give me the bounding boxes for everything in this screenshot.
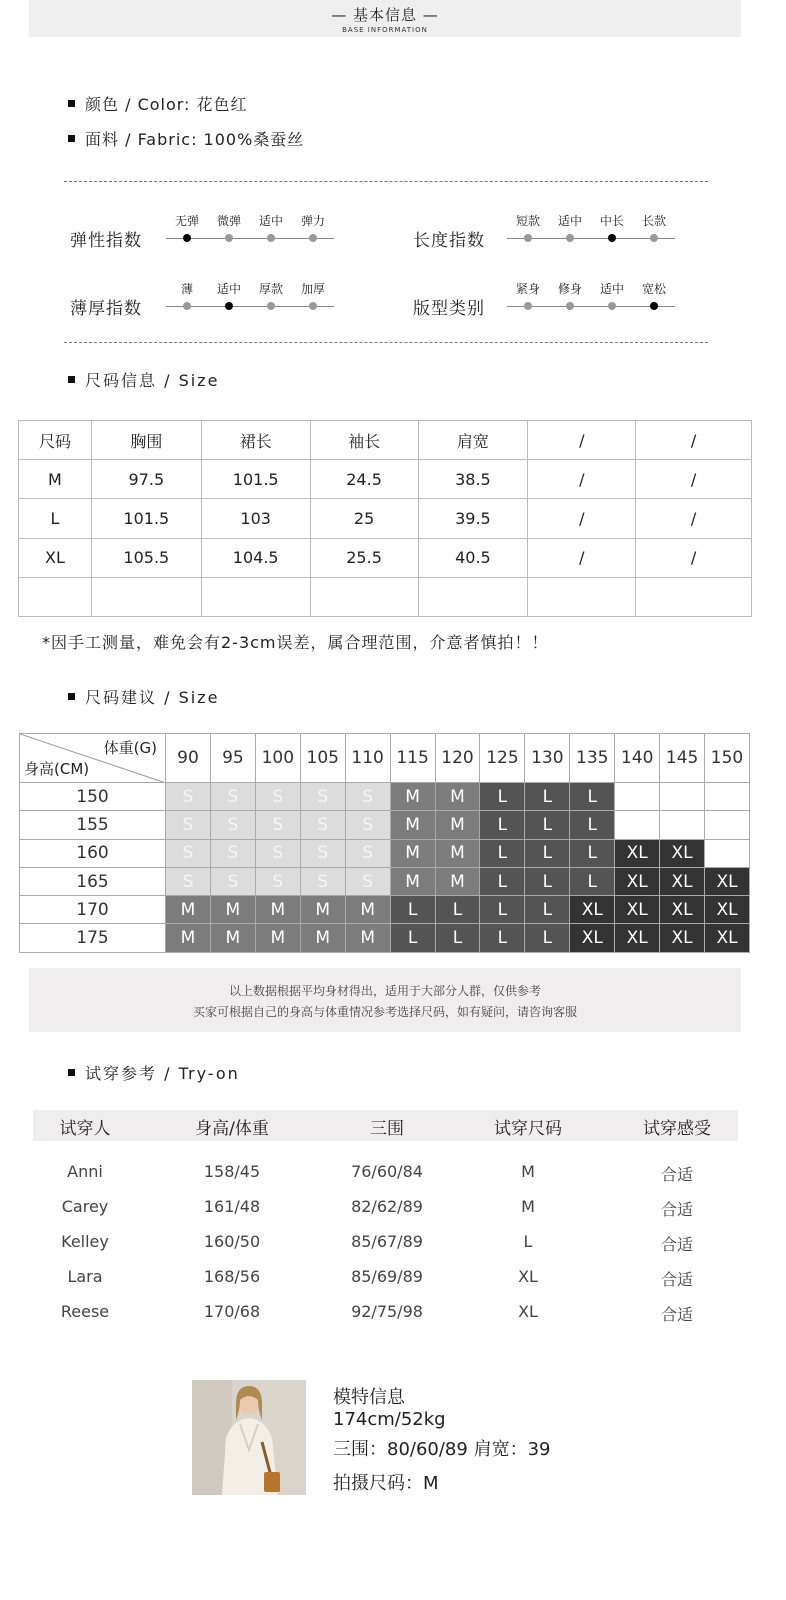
thickness-option-label: 加厚 [300, 282, 325, 296]
size-suggest-cell: L [435, 924, 480, 952]
size-suggest-cell: S [210, 867, 255, 895]
height-cell: 155 [20, 811, 166, 839]
size-suggest-cell: L [525, 924, 570, 952]
selected-dot-icon [650, 302, 658, 310]
fit-scale [507, 280, 675, 320]
size-table-row [19, 538, 752, 577]
size-table-cell: 103 [201, 499, 310, 538]
size-table-cell: 101.5 [91, 499, 201, 538]
size-suggest-cell: S [166, 867, 211, 895]
size-suggest-cell: XL [660, 896, 705, 924]
tip-line-2: 买家可根据自己的身高与体重情况参考选择尺码，如有疑问，请咨询客服 [192, 1005, 577, 1019]
size-table-cell [636, 577, 752, 616]
size-table-cell: XL [19, 538, 92, 577]
height-cell: 160 [20, 839, 166, 867]
square-bullet-icon [68, 376, 75, 383]
size-suggest-cell: L [525, 896, 570, 924]
height-cell: 175 [20, 924, 166, 952]
height-row [20, 839, 750, 867]
size-suggest-title: 尺码建议 / Size [85, 688, 220, 707]
size-table-cell: 24.5 [310, 460, 418, 499]
tryon-cell: M [521, 1197, 535, 1216]
elasticity-option-label: 适中 [258, 214, 283, 228]
square-bullet-icon [68, 1069, 75, 1076]
size-suggest-cell: M [435, 811, 480, 839]
tryon-header-cell: 三围 [370, 1119, 404, 1139]
size-suggest-cell: S [300, 839, 345, 867]
tryon-cell: Lara [67, 1267, 103, 1286]
tryon-cell: XL [518, 1302, 538, 1321]
dot-icon [524, 302, 532, 310]
size-table-cell [528, 577, 636, 616]
size-suggest-cell: L [480, 839, 525, 867]
section-header-basic-info [29, 0, 741, 37]
size-suggest-cell: S [345, 783, 390, 811]
tryon-cell: 158/45 [203, 1162, 261, 1181]
weight-header-cell: 150 [705, 734, 750, 783]
size-table-cell: 39.5 [418, 499, 528, 538]
tryon-header-cell: 试穿尺码 [494, 1119, 562, 1139]
size-table-cell: 104.5 [201, 538, 310, 577]
dashed-divider [64, 342, 708, 343]
size-suggest-cell: XL [705, 896, 750, 924]
size-table-row [19, 460, 752, 499]
size-suggest-cell: L [480, 896, 525, 924]
size-table-cell: / [636, 421, 752, 460]
size-table-cell: / [636, 538, 752, 577]
thickness-option-label: 适中 [216, 282, 241, 296]
size-table-cell: 裙长 [201, 421, 310, 460]
size-table-cell: / [636, 460, 752, 499]
size-suggest-cell: L [480, 811, 525, 839]
size-suggest-cell: M [345, 896, 390, 924]
size-table-cell: 袖长 [310, 421, 418, 460]
selected-dot-icon [225, 302, 233, 310]
fit-option [629, 280, 679, 297]
square-bullet-icon [68, 100, 75, 107]
size-table-cell: 尺码 [19, 421, 92, 460]
size-suggest-cell: L [570, 867, 615, 895]
size-table-cell: 40.5 [418, 538, 528, 577]
size-suggest-cell: XL [615, 867, 660, 895]
size-table-cell [19, 577, 92, 616]
size-table-cell: 25.5 [310, 538, 418, 577]
fabric-info [68, 127, 304, 150]
size-suggest-cell: M [390, 783, 435, 811]
size-table-cell: 胸围 [91, 421, 201, 460]
tryon-header-cell: 试穿感受 [643, 1119, 711, 1139]
color-text: 颜色 / Color: 花色红 [85, 95, 248, 114]
length-option-label: 短款 [515, 214, 540, 228]
size-suggest-cell: S [300, 867, 345, 895]
height-row [20, 867, 750, 895]
model-info-title: 模特信息 [333, 1387, 405, 1408]
size-suggest-cell: L [570, 811, 615, 839]
size-suggest-cell: S [300, 783, 345, 811]
thickness-option [288, 280, 338, 297]
size-table-cell [418, 577, 528, 616]
weight-header-cell: 100 [255, 734, 300, 783]
weight-header-cell: 145 [660, 734, 705, 783]
size-table-cell: / [528, 460, 636, 499]
weight-header-cell: 125 [480, 734, 525, 783]
size-suggest-cell: M [166, 896, 211, 924]
size-suggest-cell [660, 783, 705, 811]
dot-icon [309, 234, 317, 242]
tryon-title: 试穿参考 / Try-on [85, 1064, 240, 1083]
size-suggest-cell: S [166, 839, 211, 867]
grid-corner-cell [20, 734, 166, 783]
weight-header-cell: 115 [390, 734, 435, 783]
tryon-cell: 168/56 [203, 1267, 261, 1286]
tryon-cell: 76/60/84 [351, 1162, 423, 1181]
size-suggest-grid [19, 733, 750, 953]
tryon-cell: 170/68 [203, 1302, 261, 1321]
size-table-cell [201, 577, 310, 616]
height-axis-label: 身高(CM) [24, 760, 90, 778]
tryon-cell: Carey [61, 1197, 109, 1216]
height-cell: 165 [20, 867, 166, 895]
weight-header-cell: 120 [435, 734, 480, 783]
size-suggest-cell: L [525, 839, 570, 867]
dot-icon [309, 302, 317, 310]
size-info-heading [68, 368, 219, 391]
size-suggest-cell: M [390, 811, 435, 839]
weight-header-cell: 105 [300, 734, 345, 783]
elasticity-option-label: 无弹 [174, 214, 199, 228]
tryon-cell: Reese [60, 1302, 110, 1321]
fabric-text: 面料 / Fabric: 100%桑蚕丝 [85, 130, 305, 149]
selected-dot-icon [608, 234, 616, 242]
size-suggest-cell: M [210, 896, 255, 924]
size-suggest-cell: M [390, 839, 435, 867]
size-table-cell: 97.5 [91, 460, 201, 499]
size-suggest-cell: S [255, 783, 300, 811]
fit-option-label: 宽松 [641, 282, 666, 296]
size-suggest-cell: XL [705, 924, 750, 952]
size-suggest-cell: XL [660, 839, 705, 867]
tryon-cell: 合适 [660, 1235, 694, 1254]
dot-icon [183, 302, 191, 310]
size-table [18, 420, 752, 617]
tryon-cell: 160/50 [203, 1232, 261, 1251]
size-suggest-cell: M [435, 839, 480, 867]
size-suggest-cell [705, 783, 750, 811]
weight-header-cell: 90 [166, 734, 211, 783]
size-suggest-cell: S [210, 811, 255, 839]
weight-header-cell: 140 [615, 734, 660, 783]
fit-option-label: 修身 [557, 282, 582, 296]
size-table-row [19, 577, 752, 616]
weight-axis-label: 体重(G) [103, 739, 157, 757]
tryon-cell: 合适 [660, 1165, 694, 1184]
size-suggest-cell: L [390, 896, 435, 924]
size-suggest-cell: M [435, 867, 480, 895]
height-row [20, 924, 750, 952]
elasticity-option-label: 微弹 [216, 214, 241, 228]
model-shoot-size: 拍摄尺码：M [333, 1473, 439, 1494]
size-suggest-cell: XL [615, 839, 660, 867]
tryon-header-cell: 试穿人 [59, 1119, 111, 1139]
elasticity-label: 弹性指数 [70, 231, 142, 251]
size-info-title: 尺码信息 / Size [85, 371, 220, 390]
model-photo [192, 1380, 306, 1495]
size-suggest-cell: L [480, 924, 525, 952]
length-label: 长度指数 [413, 231, 485, 251]
weight-header-cell: 95 [210, 734, 255, 783]
size-suggest-cell: M [255, 924, 300, 952]
size-suggest-cell: M [210, 924, 255, 952]
size-suggest-cell: XL [615, 896, 660, 924]
size-suggest-cell: S [166, 783, 211, 811]
size-suggest-cell: S [255, 867, 300, 895]
size-table-cell: L [19, 499, 92, 538]
size-suggest-cell: S [345, 867, 390, 895]
size-suggest-cell: S [210, 839, 255, 867]
size-suggest-cell: M [390, 867, 435, 895]
size-suggest-cell: M [345, 924, 390, 952]
size-suggest-cell: S [345, 839, 390, 867]
square-bullet-icon [68, 135, 75, 142]
dashed-divider [64, 181, 708, 182]
fit-label: 版型类别 [413, 299, 485, 319]
size-suggest-cell: S [166, 811, 211, 839]
size-suggest-cell: S [255, 839, 300, 867]
size-suggest-cell: S [345, 811, 390, 839]
size-suggest-cell: XL [660, 867, 705, 895]
weight-header-cell: 135 [570, 734, 615, 783]
tryon-heading [68, 1061, 240, 1084]
size-suggest-cell: L [525, 783, 570, 811]
size-suggest-cell: S [300, 811, 345, 839]
length-option [629, 212, 679, 229]
dot-icon [267, 234, 275, 242]
size-suggest-cell: S [255, 811, 300, 839]
size-table-cell: 101.5 [201, 460, 310, 499]
length-option-label: 长款 [641, 214, 666, 228]
size-table-cell: 105.5 [91, 538, 201, 577]
thickness-label: 薄厚指数 [70, 299, 142, 319]
square-bullet-icon [68, 693, 75, 700]
dot-icon [225, 234, 233, 242]
size-table-cell: / [528, 538, 636, 577]
dot-icon [566, 234, 574, 242]
height-row [20, 896, 750, 924]
size-suggest-cell: L [435, 896, 480, 924]
selected-dot-icon [183, 234, 191, 242]
size-suggest-cell: L [570, 839, 615, 867]
height-row [20, 811, 750, 839]
size-suggest-cell: L [480, 783, 525, 811]
size-table-header [19, 421, 752, 460]
height-cell: 170 [20, 896, 166, 924]
elasticity-scale [166, 212, 334, 252]
size-table-cell: / [528, 499, 636, 538]
tryon-header-cell: 身高/体重 [195, 1119, 269, 1139]
size-suggest-cell: L [390, 924, 435, 952]
size-suggest-cell: M [435, 783, 480, 811]
length-scale [507, 212, 675, 252]
length-option-label: 适中 [557, 214, 582, 228]
size-table-cell [310, 577, 418, 616]
size-suggest-cell: M [255, 896, 300, 924]
length-option-label: 中长 [599, 214, 624, 228]
size-suggest-cell [660, 811, 705, 839]
dot-icon [608, 302, 616, 310]
weight-header-cell: 110 [345, 734, 390, 783]
size-table-cell: 38.5 [418, 460, 528, 499]
weight-header-cell: 130 [525, 734, 570, 783]
tryon-cell: 82/62/89 [351, 1197, 423, 1216]
tryon-cell: 85/67/89 [351, 1232, 423, 1251]
size-suggest-cell [615, 783, 660, 811]
size-table-row [19, 499, 752, 538]
size-suggest-cell: L [480, 867, 525, 895]
size-suggest-cell: S [210, 783, 255, 811]
size-suggest-cell: L [525, 811, 570, 839]
dot-icon [566, 302, 574, 310]
size-table-cell: / [636, 499, 752, 538]
size-suggest-cell: L [525, 867, 570, 895]
size-tip-box [29, 968, 741, 1032]
tryon-cell: Anni [67, 1162, 103, 1181]
size-suggest-cell: XL [660, 924, 705, 952]
thickness-scale [166, 280, 334, 320]
tryon-cell: 合适 [660, 1270, 694, 1289]
dot-icon [267, 302, 275, 310]
tryon-cell: Kelley [61, 1232, 109, 1251]
tryon-cell: L [523, 1232, 533, 1251]
elasticity-option-label: 弹力 [300, 214, 325, 228]
size-suggest-cell [705, 811, 750, 839]
size-suggest-cell: M [300, 924, 345, 952]
size-table-cell: 25 [310, 499, 418, 538]
tip-line-1: 以上数据根据平均身材得出，适用于大部分人群，仅供参考 [228, 984, 541, 998]
model-measurements: 三围：80/60/89 肩宽：39 [333, 1439, 551, 1460]
weight-header-row [20, 734, 750, 783]
size-table-cell: 肩宽 [418, 421, 528, 460]
dot-icon [524, 234, 532, 242]
section-title: — 基本信息 — [331, 6, 439, 24]
size-table-cell: / [528, 421, 636, 460]
size-suggest-cell [615, 811, 660, 839]
tryon-cell: 合适 [660, 1305, 694, 1324]
height-cell: 150 [20, 783, 166, 811]
tryon-table-header [33, 1110, 738, 1141]
thickness-option-label: 薄 [180, 282, 193, 296]
tryon-cell: 161/48 [203, 1197, 261, 1216]
fit-option-label: 紧身 [515, 282, 540, 296]
size-suggest-cell: M [166, 924, 211, 952]
tryon-cell: XL [518, 1267, 538, 1286]
size-suggest-cell: XL [615, 924, 660, 952]
size-suggest-cell: L [570, 783, 615, 811]
elasticity-option [288, 212, 338, 229]
tryon-cell: 92/75/98 [351, 1302, 423, 1321]
tryon-cell: M [521, 1162, 535, 1181]
tryon-cell: 85/69/89 [351, 1267, 423, 1286]
model-height-weight: 174cm/52kg [333, 1409, 446, 1430]
thickness-option-label: 厚款 [258, 282, 283, 296]
size-table-cell: M [19, 460, 92, 499]
height-row [20, 783, 750, 811]
fit-option-label: 适中 [599, 282, 624, 296]
size-suggest-cell [705, 839, 750, 867]
size-suggest-cell: XL [705, 867, 750, 895]
tryon-cell: 合适 [660, 1200, 694, 1219]
color-info [68, 92, 248, 115]
size-suggest-cell: M [300, 896, 345, 924]
size-suggest-cell: XL [570, 924, 615, 952]
dot-icon [650, 234, 658, 242]
size-table-cell [91, 577, 201, 616]
size-suggest-cell: XL [570, 896, 615, 924]
size-suggest-heading [68, 685, 219, 708]
measurement-note: *因手工测量，难免会有2-3cm误差，属合理范围，介意者慎拍！！ [42, 633, 549, 652]
section-subtitle: BASE INFORMATION [342, 26, 428, 34]
